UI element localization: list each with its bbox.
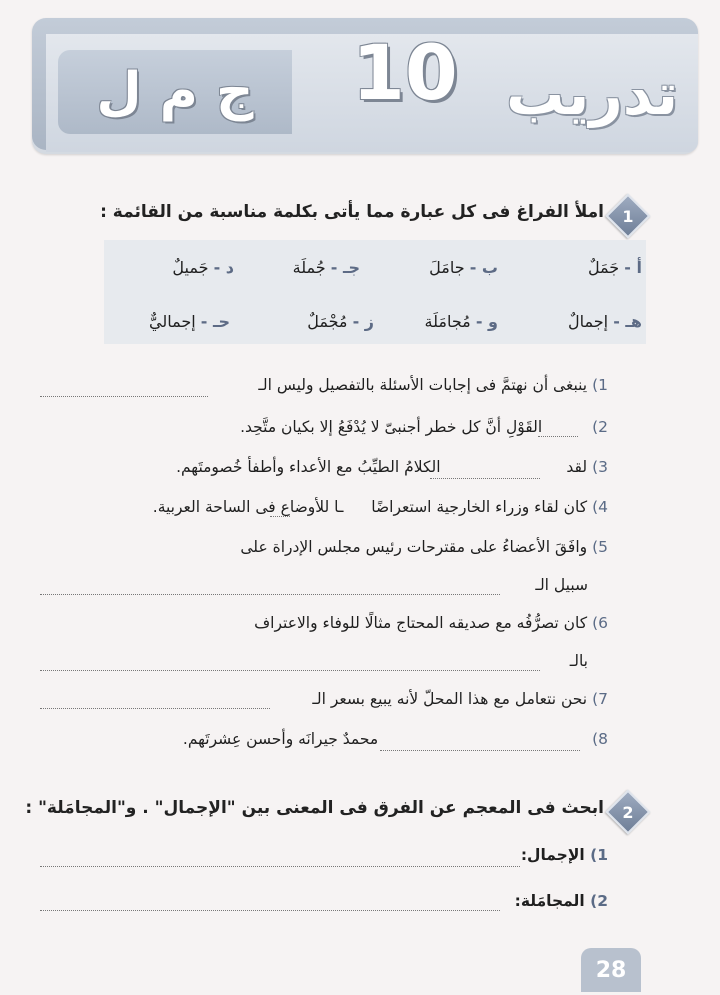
choice-w: [425, 312, 498, 331]
choice-key: و -: [475, 312, 498, 331]
sentence-text: القَوْلِ أنَّ كل خطر أجنبىّ لا يُدْفَعُ إلا بكيان متَّحِد.: [240, 418, 543, 436]
item-number: 1): [590, 846, 608, 864]
sentence-1: [258, 376, 608, 394]
choice-key: ب -: [469, 258, 498, 277]
choice-word: مُجامَلَة: [424, 312, 471, 331]
sentence-text: كان لقاء وزراء الخارجية استعراضًا: [371, 498, 588, 516]
sentence-5-line2: [535, 576, 588, 594]
sentence-6-line2: [570, 652, 588, 670]
definition-ijmal: [521, 846, 608, 864]
sentence-text: كان تصرُّفُه مع صديقه المحتاج مثالًا للوفاء والاعتراف: [254, 614, 588, 632]
section2-instruction: ابحث فى المعجم عن الفرق فى المعنى بين "الإجمال" . و"المجامَلة" :: [25, 798, 604, 818]
choice-h: [568, 312, 642, 331]
choice-word: جامَلَ: [429, 258, 465, 277]
sentence-6: [254, 614, 608, 632]
choice-word: إجماليٌّ: [149, 312, 196, 331]
section1-instruction: املأ الفراغ فى كل عبارة مما يأتى بكلمة مناسبة من القائمة :: [100, 202, 604, 222]
answer-blank-5[interactable]: [40, 594, 500, 595]
choice-key: حـ -: [200, 312, 230, 331]
sentence-number: 5): [592, 538, 608, 556]
sentence-text: نحن نتعامل مع هذا المحلّ لأنه يبيع بسعر الـ: [312, 690, 588, 708]
sentence-5: [240, 538, 608, 556]
choice-word: مُجْمَلٌ: [307, 312, 348, 331]
choice-b: [429, 258, 498, 277]
sentence-text-after: ـا للأوضاع فى الساحة العربية.: [152, 498, 344, 516]
item-number: 2): [590, 892, 608, 910]
sentence-text-after: الكلامُ الطيِّبُ مع الأعداء وأطفأ خُصومتَهم.: [176, 458, 441, 476]
sentence-number: 7): [592, 690, 608, 708]
sentence-text: سبيل الـ: [535, 576, 588, 594]
sentence-text: وافَقَ الأعضاءُ على مقترحات رئيس مجلس الإدراة على: [240, 538, 588, 556]
section1-number-badge: [605, 193, 650, 238]
sentence-number: 8): [592, 730, 608, 748]
choice-word: جُملَة: [292, 258, 326, 277]
choice-word: جَمَلٌ: [587, 258, 620, 277]
answer-blank-7[interactable]: [40, 708, 270, 709]
sentence-2: [240, 418, 608, 436]
sentence-3: [176, 458, 608, 476]
choice-key: أ -: [624, 258, 642, 277]
answer-line-mujamala[interactable]: [40, 910, 500, 911]
choice-key: جـ -: [330, 258, 360, 277]
exercise-number: 10: [352, 28, 458, 117]
answer-blank-4[interactable]: [270, 516, 290, 517]
sentence-number: 3): [592, 458, 608, 476]
answer-blank-1[interactable]: [40, 396, 208, 397]
sentence-7: [312, 690, 608, 708]
sentence-4: [153, 498, 608, 516]
sentence-number: 6): [592, 614, 608, 632]
choice-word: إجمالٌ: [568, 312, 609, 331]
sentence-number: 1): [592, 376, 608, 394]
root-letters-box: [58, 50, 292, 134]
sentence-number: 2): [592, 418, 608, 436]
choice-word: جَميلٌ: [172, 258, 209, 277]
sentence-text-after: محمدٌ جيرانَه وأحسن عِشرتَهم.: [182, 730, 379, 748]
section2-number: 2: [622, 802, 634, 822]
definition-mujamala: [515, 892, 608, 910]
sentence-number: 4): [592, 498, 608, 516]
sentence-text: بالـ: [569, 652, 588, 670]
item-label: الإجمال:: [520, 846, 585, 864]
choice-ha: [149, 312, 230, 331]
answer-blank-2[interactable]: [538, 436, 578, 437]
choice-key: ز -: [352, 312, 374, 331]
root-letters: ج م ل: [96, 62, 254, 122]
answer-blank-8[interactable]: [380, 750, 580, 751]
item-label: المجامَلة:: [514, 892, 585, 910]
sentence-text: لقد: [566, 458, 588, 476]
choice-z: [307, 312, 374, 331]
answer-blank-6[interactable]: [40, 670, 540, 671]
choice-a: [588, 258, 642, 277]
exercise-title: تدريب: [506, 60, 678, 128]
answer-blank-3[interactable]: [430, 478, 540, 479]
choice-key: هـ -: [613, 312, 642, 331]
sentence-text: ينبغى أن نهتمَّ فى إجابات الأسئلة بالتفصيل وليس الـ: [258, 376, 588, 394]
answer-line-ijmal[interactable]: [40, 866, 520, 867]
word-choices-box: [104, 240, 646, 344]
choice-key: د -: [213, 258, 234, 277]
sentence-8: [183, 730, 608, 748]
section1-number: 1: [622, 206, 634, 226]
choice-d: [172, 258, 234, 277]
page-number: 28: [581, 948, 641, 992]
section2-number-badge: [605, 789, 650, 834]
choice-c: [293, 258, 360, 277]
